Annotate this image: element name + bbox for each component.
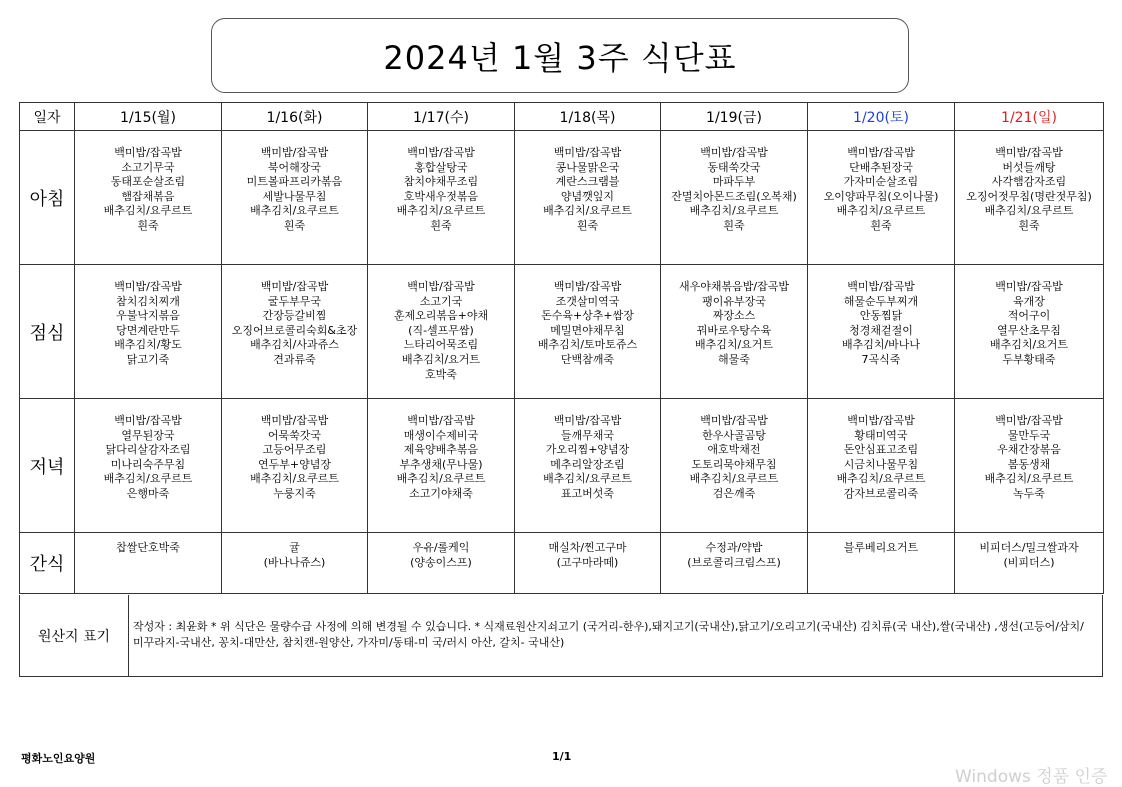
menu-item: 백미밥/잡곡밥 — [114, 280, 182, 293]
menu-item: 견과류죽 — [273, 352, 316, 366]
menu-cell — [955, 131, 1104, 265]
menu-item: 배추김치/요쿠르트 — [543, 204, 632, 218]
menu-item: 연두부+양념장 — [258, 457, 331, 471]
menu-item: 닭다리살감자조림 — [105, 443, 191, 457]
menu-item: 배추김치/황도 — [114, 338, 182, 352]
menu-item: 배추김치/요거트 — [989, 338, 1069, 352]
menu-item: 동태쑥갓국 — [707, 160, 761, 174]
menu-item: 흰죽 — [576, 218, 599, 232]
menu-item: 간장등갈비찜 — [262, 309, 327, 323]
menu-item: 배추김치/요쿠르트 — [984, 204, 1074, 218]
menu-item: 백미밥/잡곡밥 — [114, 414, 182, 427]
menu-item: 우불낙지볶음 — [116, 309, 180, 323]
menu-cell — [955, 399, 1104, 533]
origin-section — [19, 595, 1103, 677]
menu-item: 표고버섯죽 — [560, 486, 615, 500]
menu-item: 마파두부 — [712, 175, 756, 189]
menu-item: 해물순두부찌개 — [843, 294, 919, 308]
menu-item: 적어구이 — [1007, 309, 1051, 323]
menu-item: 가자미순살조림 — [843, 175, 919, 189]
menu-item: 돈안심표고조림 — [843, 443, 919, 457]
menu-cell — [515, 265, 661, 399]
header-row — [20, 103, 1104, 131]
menu-item: 고등어무조림 — [262, 443, 327, 457]
menu-item: 감자브로콜리죽 — [843, 486, 919, 500]
meal-label-dinner: 저녁 — [20, 399, 75, 533]
menu-item: 조갯살미역국 — [555, 294, 620, 308]
menu-item: 배추김치/요쿠르트 — [836, 472, 926, 486]
menu-cell — [222, 533, 368, 594]
menu-item: 녹두죽 — [1013, 486, 1045, 500]
menu-item: 백미밥/잡곡밥 — [995, 146, 1063, 159]
day-header-tue: 1/16(화) — [222, 103, 368, 131]
menu-item: 한우사골곰탕 — [702, 428, 766, 442]
menu-cell — [955, 533, 1104, 594]
menu-item: 백미밥/잡곡밥 — [260, 414, 329, 427]
menu-item: 물만두국 — [1007, 428, 1051, 442]
menu-item: 흰죽 — [1018, 218, 1040, 232]
menu-item: 흰죽 — [137, 218, 159, 232]
menu-item: 매생이수제비국 — [403, 428, 479, 442]
menu-item: 흰죽 — [283, 218, 306, 232]
menu-cell — [955, 265, 1104, 399]
menu-cell — [222, 399, 368, 533]
origin-text: 작성자 : 최윤화 * 위 식단은 물량수급 사정에 의해 변경될 수 있습니다. * 식재료원산지쇠고기 (국거리-한우),돼지고기(국내산),닭고기/오리고기(국내산) 김치류(국 내산),쌀(국내산) ,생선(고등어/삼치/미꾸라지-국내산, 꽁치-대만산, 참치캔-원양산, 가자미/동태-미 국/러시 아산, 갈치- 국내산) — [133, 620, 1084, 649]
menu-item: 호박새우젓볶음 — [403, 189, 479, 203]
footer-org: 평화노인요양원 — [21, 752, 96, 765]
menu-item: 열무산초무침 — [997, 323, 1061, 337]
menu-item: 어묵쑥갓국 — [267, 428, 322, 442]
menu-cell — [661, 131, 808, 265]
menu-item: 오징어브로콜리숙회&초장 — [231, 323, 358, 337]
menu-item: 단백참깨죽 — [560, 352, 615, 366]
menu-item: 팽이유부장국 — [702, 294, 766, 308]
menu-item: 짜장소스 — [712, 309, 756, 323]
menu-item: 찹쌀단호박죽 — [116, 541, 180, 554]
menu-item: 느타리어묵조림 — [403, 338, 479, 352]
menu-cell — [808, 131, 955, 265]
date-label-header: 일자 — [20, 103, 75, 131]
windows-watermark: Windows 정품 인증 — [955, 767, 1108, 787]
menu-item: 은행마죽 — [126, 486, 170, 500]
meal-table — [19, 102, 1104, 594]
menu-item: 블루베리요거트 — [843, 541, 919, 554]
menu-item: 소고기국 — [419, 294, 463, 308]
menu-item: 북어해장국 — [267, 160, 322, 174]
menu-item: (바나나쥬스) — [263, 555, 326, 569]
menu-cell — [515, 533, 661, 594]
menu-item: 돈수육+상추+쌈장 — [541, 309, 634, 323]
menu-cell — [75, 533, 222, 594]
menu-item: 배추김치/사과쥬스 — [250, 338, 339, 352]
menu-item: (양송이스프) — [410, 555, 472, 569]
menu-cell — [368, 131, 515, 265]
menu-item: 배추김치/요쿠르트 — [250, 204, 339, 218]
menu-item: 수정과/약밥 — [705, 541, 763, 554]
menu-item: 배추김치/요쿠르트 — [836, 204, 926, 218]
menu-item: 홍합살탕국 — [414, 160, 468, 174]
menu-item: 참치김치찌개 — [116, 294, 180, 308]
menu-item: 백미밥/잡곡밥 — [847, 414, 915, 427]
menu-item: 양념깻잎지 — [560, 189, 615, 203]
menu-item: 백미밥/잡곡밥 — [995, 280, 1063, 293]
menu-item: 사각햄감자조림 — [991, 175, 1067, 189]
meal-row-breakfast — [20, 131, 1104, 265]
menu-item: 잔멸치아몬드조림(오복채) — [671, 189, 797, 203]
menu-item: 닭고기죽 — [126, 352, 170, 366]
menu-item: 계란스크램블 — [555, 175, 620, 189]
menu-item: 봄동생채 — [1007, 457, 1051, 471]
day-header-thu: 1/18(목) — [515, 103, 661, 131]
menu-item: 황태미역국 — [854, 428, 908, 442]
page-title: 2024년 1월 3주 식단표 — [383, 38, 737, 77]
menu-cell — [75, 399, 222, 533]
menu-item: 배추김치/요쿠르트 — [689, 204, 779, 218]
menu-cell — [368, 265, 515, 399]
menu-item: 백미밥/잡곡밥 — [700, 414, 768, 427]
menu-item: 미나리숙주무침 — [110, 457, 186, 471]
menu-item: 백미밥/잡곡밥 — [260, 146, 329, 159]
menu-cell — [75, 265, 222, 399]
menu-item: (비피더스) — [1003, 555, 1055, 569]
menu-item: 백미밥/잡곡밥 — [407, 414, 475, 427]
menu-item: 꿔바로우탕수육 — [696, 323, 772, 337]
menu-cell — [368, 399, 515, 533]
menu-cell — [661, 533, 808, 594]
menu-item: 버섯들깨탕 — [1002, 160, 1056, 174]
menu-item: (브로콜리크림스프) — [687, 555, 781, 569]
day-header-fri: 1/19(금) — [661, 103, 808, 131]
meal-label-lunch: 점심 — [20, 265, 75, 399]
menu-item: 우채간장볶음 — [997, 443, 1061, 457]
menu-item: 배추김치/요거트 — [401, 352, 481, 366]
menu-item: 배추김치/요쿠르트 — [103, 472, 193, 486]
menu-cell — [222, 265, 368, 399]
menu-item: 가오리찜+양념장 — [545, 443, 630, 457]
meal-label-breakfast: 아침 — [20, 131, 75, 265]
menu-item: 열무된장국 — [121, 428, 175, 442]
menu-item: 백미밥/잡곡밥 — [407, 146, 475, 159]
menu-item: 동태포순살조림 — [110, 175, 186, 189]
menu-item: 콩나물맑은국 — [555, 160, 620, 174]
footer-page: 1/1 — [552, 750, 572, 763]
menu-item: 단배추된장국 — [849, 160, 913, 174]
menu-item: 백미밥/잡곡밥 — [114, 146, 182, 159]
menu-item: 참치야채무조림 — [403, 175, 479, 189]
menu-item: 귤 — [289, 541, 300, 554]
menu-item: 검은깨죽 — [712, 486, 756, 500]
menu-item: 매실차/찐고구마 — [548, 541, 627, 554]
menu-item: 흰죽 — [430, 218, 452, 232]
menu-item: 흰죽 — [723, 218, 745, 232]
menu-item: 세발나물무침 — [262, 189, 327, 203]
menu-item: (직-셀프무쌈) — [408, 323, 474, 337]
menu-cell — [368, 533, 515, 594]
menu-item: 배추김치/요쿠르트 — [689, 472, 779, 486]
menu-item: 우유/롤케익 — [412, 541, 470, 554]
menu-item: 해물죽 — [718, 352, 750, 366]
menu-item: 배추김치/요쿠르트 — [250, 472, 339, 486]
title-box — [211, 18, 909, 93]
menu-item: 백미밥/잡곡밥 — [847, 280, 915, 293]
menu-item: 청경채겉절이 — [849, 323, 913, 337]
menu-item: 들깨무채국 — [560, 428, 615, 442]
menu-cell — [808, 265, 955, 399]
menu-cell — [515, 131, 661, 265]
menu-item: 배추김치/요쿠르트 — [396, 204, 486, 218]
origin-label: 원산지 표기 — [20, 595, 129, 676]
menu-cell — [75, 131, 222, 265]
menu-cell — [661, 265, 808, 399]
menu-item: 7곡식죽 — [861, 352, 901, 366]
menu-item: 안동찜닭 — [859, 309, 903, 323]
meal-label-snack: 간식 — [20, 533, 75, 594]
menu-cell — [661, 399, 808, 533]
menu-item: 소고기야채죽 — [409, 486, 473, 500]
menu-item: 햄잡채볶음 — [121, 189, 175, 203]
menu-item: 백미밥/잡곡밥 — [407, 280, 475, 293]
menu-item: 배추김치/요쿠르트 — [103, 204, 193, 218]
menu-item: 새우야채볶음밥/잡곡밥 — [679, 280, 789, 293]
menu-item: 백미밥/잡곡밥 — [553, 146, 622, 159]
menu-cell — [222, 131, 368, 265]
menu-item: 소고기무국 — [121, 160, 175, 174]
meal-row-lunch — [20, 265, 1104, 399]
menu-item: 배추김치/요쿠르트 — [543, 472, 632, 486]
menu-item: 백미밥/잡곡밥 — [553, 414, 622, 427]
menu-item: 백미밥/잡곡밥 — [847, 146, 915, 159]
menu-item: 백미밥/잡곡밥 — [553, 280, 622, 293]
menu-item: 메밀면야채무침 — [550, 323, 625, 337]
menu-item: 배추김치/요쿠르트 — [984, 472, 1074, 486]
menu-item: 배추김치/바나나 — [841, 338, 921, 352]
menu-item: 흰죽 — [870, 218, 892, 232]
menu-item: 누룽지죽 — [273, 486, 316, 500]
day-header-sun: 1/21(일) — [955, 103, 1104, 131]
menu-item: 백미밥/잡곡밥 — [700, 146, 768, 159]
menu-item: 메추리알장조림 — [550, 457, 625, 471]
menu-item: 훈제오리볶음+야채 — [393, 309, 489, 323]
menu-item: 백미밥/잡곡밥 — [995, 414, 1063, 427]
menu-item: 두부황태죽 — [1002, 352, 1056, 366]
menu-item: 당면계란만두 — [116, 323, 180, 337]
menu-item: 굴두부무국 — [267, 294, 322, 308]
meal-row-dinner — [20, 399, 1104, 533]
menu-item: 육개장 — [1013, 294, 1045, 308]
menu-item: (고구마라떼) — [556, 555, 619, 569]
menu-item: 배추김치/요쿠르트 — [396, 472, 486, 486]
menu-cell — [808, 533, 955, 594]
menu-item: 오징어젓무침(명란젓무침) — [966, 189, 1092, 203]
menu-item: 호박죽 — [425, 367, 457, 381]
menu-item: 배추김치/요거트 — [694, 338, 774, 352]
day-header-sat: 1/20(토) — [808, 103, 955, 131]
menu-item: 비피더스/밀크쌀과자 — [979, 541, 1079, 554]
menu-item: 미트볼파프리카볶음 — [246, 175, 343, 189]
day-header-mon: 1/15(월) — [75, 103, 222, 131]
menu-item: 제육양배추볶음 — [403, 443, 479, 457]
menu-item: 오이양파무침(오이나물) — [823, 189, 939, 203]
day-header-wed: 1/17(수) — [368, 103, 515, 131]
menu-item: 애호박채전 — [707, 443, 761, 457]
menu-item: 도토리묵야채무침 — [691, 457, 777, 471]
menu-item: 부추생채(무나물) — [399, 457, 483, 471]
menu-item: 배추김치/토마토쥬스 — [537, 338, 638, 352]
menu-cell — [515, 399, 661, 533]
menu-item: 백미밥/잡곡밥 — [260, 280, 329, 293]
menu-cell — [808, 399, 955, 533]
meal-row-snack — [20, 533, 1104, 594]
menu-item: 시금치나물무침 — [843, 457, 919, 471]
